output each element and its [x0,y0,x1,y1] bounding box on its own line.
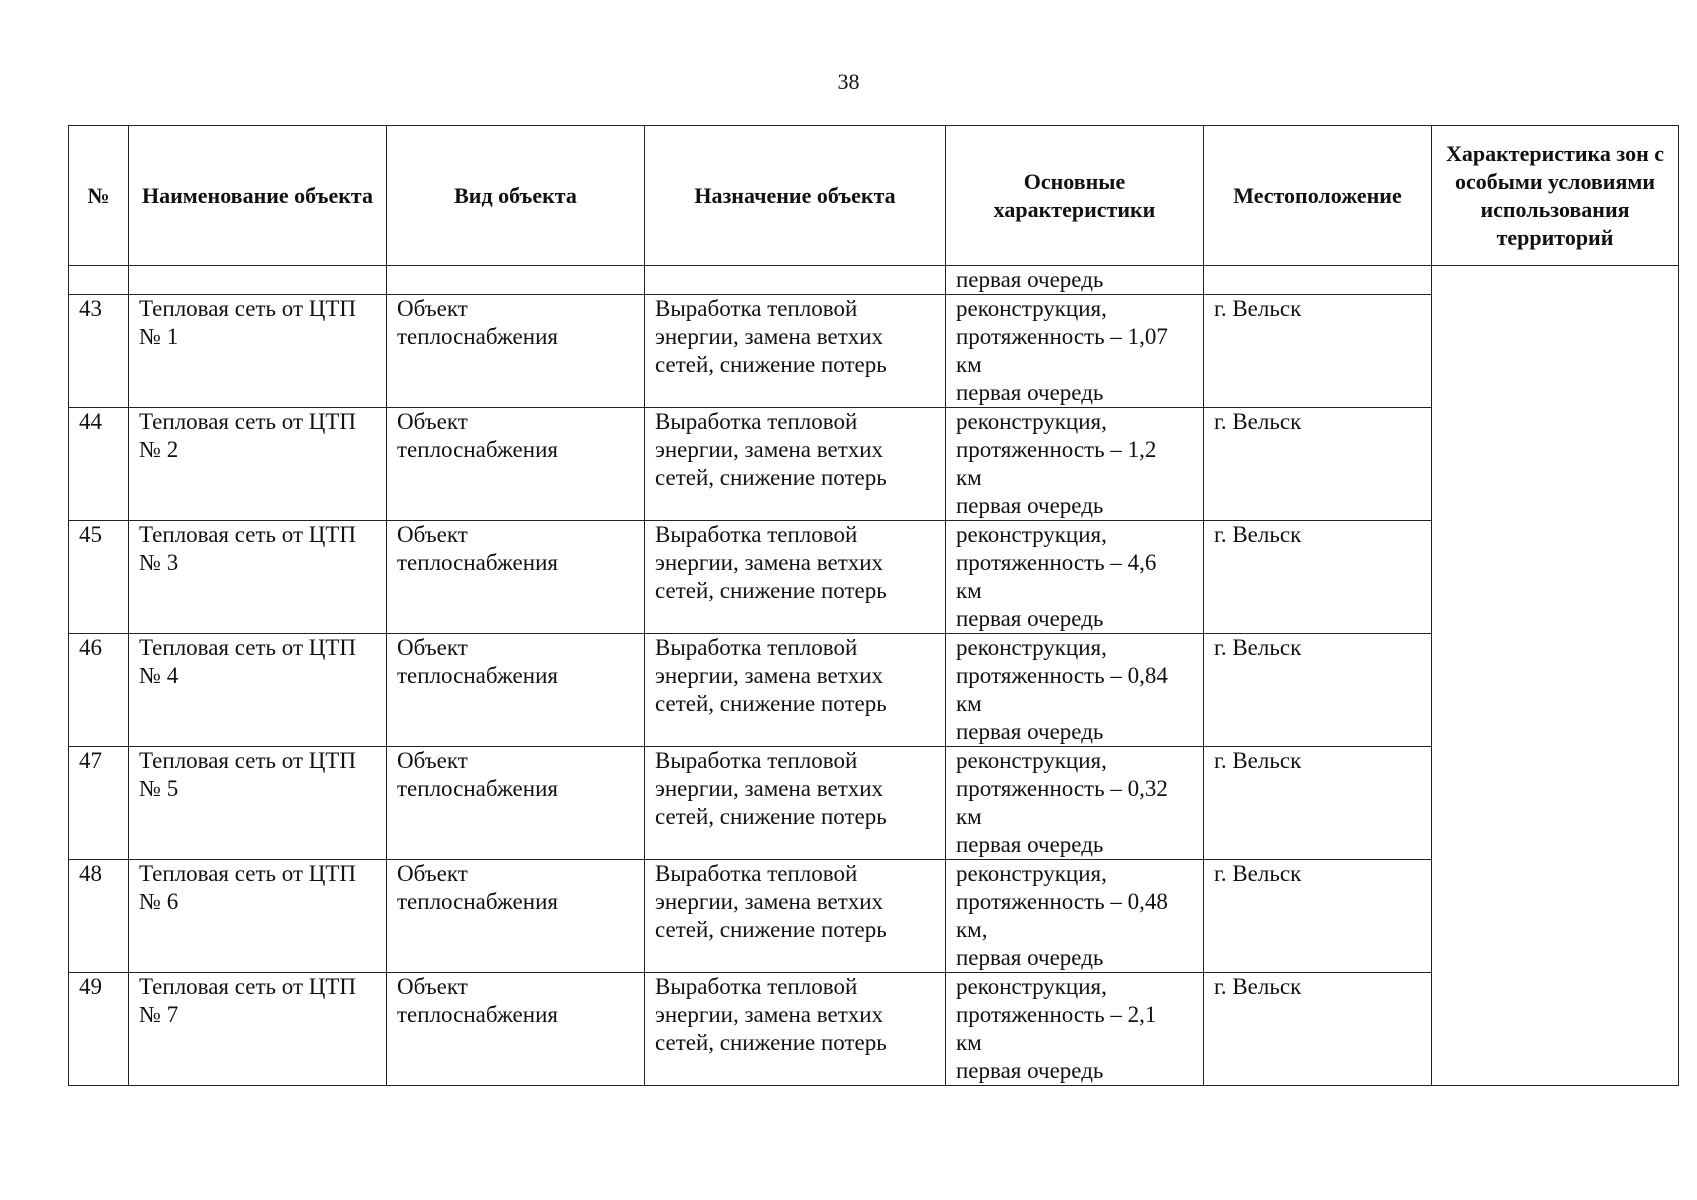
object-characteristics [946,747,1204,860]
object-characteristics [946,521,1204,634]
header-purpose: Назначение объекта [645,126,946,266]
object-type: Объект теплоснабжения [387,408,645,521]
characteristics-line: протяженность – 0,48 [956,889,1168,914]
characteristics-line: реконструкция, [956,409,1107,434]
characteristics-line: реконструкция, [956,296,1107,321]
header-num: № [69,126,129,266]
characteristics-line: протяженность – 0,84 [956,663,1168,688]
characteristics-line: км [956,465,982,490]
continuation-type-cell [387,266,645,295]
row-number: 43 [69,295,129,408]
object-location: г. Вельск [1204,295,1432,408]
characteristics-line: реконструкция, [956,748,1107,773]
header-characteristics: Основные характеристики [946,126,1204,266]
object-type: Объект теплоснабжения [387,747,645,860]
row-number: 44 [69,408,129,521]
object-purpose: Выработка тепловой энергии, замена ветхих сетей, снижение потерь [645,860,946,973]
characteristics-line: первая очередь [956,1058,1104,1083]
object-name: Тепловая сеть от ЦТП № 6 [129,860,387,973]
row-number: 49 [69,973,129,1086]
continuation-purpose-cell [645,266,946,295]
characteristics-line: км [956,804,982,829]
characteristics-line: протяженность – 0,32 [956,776,1168,801]
characteristics-line: км [956,691,982,716]
page-number: 38 [837,69,860,94]
object-type: Объект теплоснабжения [387,634,645,747]
object-type: Объект теплоснабжения [387,521,645,634]
object-type: Объект теплоснабжения [387,295,645,408]
object-location: г. Вельск [1204,860,1432,973]
object-name: Тепловая сеть от ЦТП № 5 [129,747,387,860]
object-location: г. Вельск [1204,634,1432,747]
characteristics-line: протяженность – 2,1 [956,1002,1157,1027]
object-purpose: Выработка тепловой энергии, замена ветхих сетей, снижение потерь [645,747,946,860]
characteristics-line: протяженность – 1,07 [956,324,1168,349]
row-number: 45 [69,521,129,634]
object-name: Тепловая сеть от ЦТП № 3 [129,521,387,634]
object-location: г. Вельск [1204,521,1432,634]
continuation-name-cell [129,266,387,295]
object-name: Тепловая сеть от ЦТП № 1 [129,295,387,408]
continuation-location-cell [1204,266,1432,295]
objects-table [68,125,1679,1086]
continuation-row [69,266,1679,295]
object-characteristics [946,408,1204,521]
characteristics-line: реконструкция, [956,522,1107,547]
object-name: Тепловая сеть от ЦТП № 7 [129,973,387,1086]
characteristics-line: первая очередь [956,380,1104,405]
zones-cell [1432,266,1679,1086]
object-location: г. Вельск [1204,747,1432,860]
header-type: Вид объекта [387,126,645,266]
row-number: 48 [69,860,129,973]
characteristics-line: реконструкция, [956,974,1107,999]
object-type: Объект теплоснабжения [387,860,645,973]
object-characteristics [946,973,1204,1086]
object-characteristics [946,634,1204,747]
table-body [69,266,1679,1086]
object-characteristics [946,860,1204,973]
characteristics-line: протяженность – 4,6 [956,550,1157,575]
characteristics-line: км [956,1030,982,1055]
characteristics-line: км, [956,917,988,942]
object-location: г. Вельск [1204,973,1432,1086]
object-purpose: Выработка тепловой энергии, замена ветхих сетей, снижение потерь [645,521,946,634]
continuation-num-cell [69,266,129,295]
object-purpose: Выработка тепловой энергии, замена ветхих сетей, снижение потерь [645,973,946,1086]
row-number: 47 [69,747,129,860]
header-location: Местоположение [1204,126,1432,266]
object-type: Объект теплоснабжения [387,973,645,1086]
object-location: г. Вельск [1204,408,1432,521]
characteristics-line: первая очередь [956,719,1104,744]
characteristics-line: реконструкция, [956,861,1107,886]
characteristics-line: первая очередь [956,493,1104,518]
characteristics-line: первая очередь [956,606,1104,631]
table-header-row [69,126,1679,266]
continuation-characteristics-cell: первая очередь [946,266,1204,295]
object-purpose: Выработка тепловой энергии, замена ветхих сетей, снижение потерь [645,295,946,408]
characteristics-line: первая очередь [956,945,1104,970]
header-name: Наименование объекта [129,126,387,266]
characteristics-line: первая очередь [956,832,1104,857]
row-number: 46 [69,634,129,747]
object-characteristics [946,295,1204,408]
object-name: Тепловая сеть от ЦТП № 4 [129,634,387,747]
characteristics-line: протяженность – 1,2 [956,437,1157,462]
characteristics-line: км [956,578,982,603]
object-purpose: Выработка тепловой энергии, замена ветхих сетей, снижение потерь [645,634,946,747]
characteristics-line: км [956,352,982,377]
object-purpose: Выработка тепловой энергии, замена ветхих сетей, снижение потерь [645,408,946,521]
object-name: Тепловая сеть от ЦТП № 2 [129,408,387,521]
header-zones: Характеристика зон с особыми условиями использования территорий [1432,126,1679,266]
characteristics-line: реконструкция, [956,635,1107,660]
